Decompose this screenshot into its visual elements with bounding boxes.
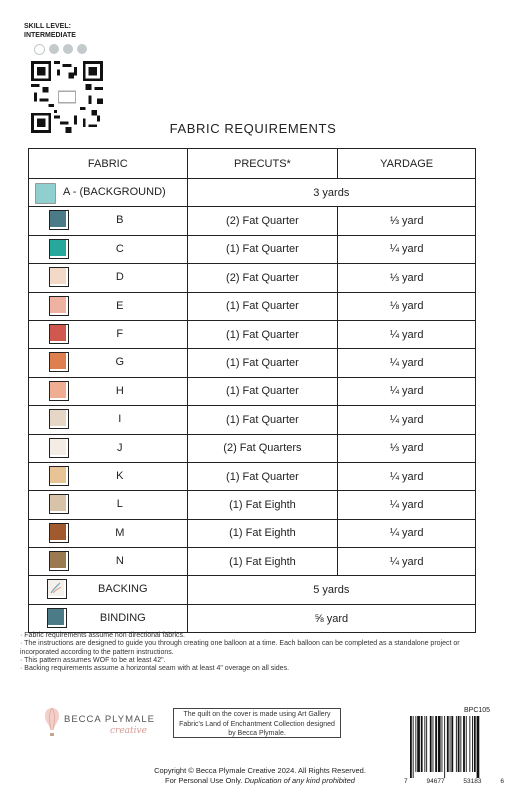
- fabric-code: L: [116, 498, 123, 511]
- skill-level-value: INTERMEDIATE: [24, 32, 76, 39]
- header-fabric: FABRIC: [29, 149, 188, 179]
- barcode-digit-left: 7: [404, 778, 408, 785]
- yardage-cell: ⅛ yard: [338, 292, 476, 320]
- fabric-cell: [29, 604, 188, 632]
- page-title: FABRIC REQUIREMENTS: [169, 121, 337, 136]
- fabric-code: F: [116, 327, 124, 340]
- yardage-cell: ¼ yard: [338, 349, 476, 377]
- table-row: [29, 434, 476, 462]
- yardage-cell: ⅓ yard: [338, 207, 476, 235]
- fabric-cell: [29, 434, 188, 462]
- yardage-cell: ¼ yard: [338, 548, 476, 576]
- table-row: [29, 349, 476, 377]
- logo-sub: creative: [110, 726, 147, 736]
- barcode-bar: [435, 716, 437, 772]
- fabric-code: E: [116, 299, 124, 312]
- fabric-cell: [29, 292, 188, 320]
- fabric-cell: [29, 519, 188, 547]
- brand-logo: [40, 706, 170, 750]
- fabric-code: D: [115, 271, 124, 284]
- copyright-line2a: For Personal Use Only.: [165, 776, 245, 785]
- note-item: · The instructions are designed to guide you through creating one balloon at a time. Each balloon can be completed as a standalone project or incorporated according to the pattern instructions.: [20, 640, 460, 656]
- note-item: · Backing requirements assume a horizontal seam with at least 4" overage on all sides.: [20, 665, 290, 673]
- barcode-bar: [472, 716, 473, 772]
- yardage-cell: ⅓ yard: [338, 264, 476, 292]
- barcode-bar: [417, 716, 420, 772]
- barcode-bar: [433, 716, 434, 772]
- table-row: [29, 264, 476, 292]
- fabric-requirements-table: [28, 148, 476, 633]
- barcode-bar: [474, 716, 476, 772]
- precut-cell: (1) Fat Eighth: [187, 548, 338, 576]
- skill-dot: [49, 44, 59, 54]
- fabric-notice: The quilt on the cover is made using Art Gallery Fabric's Land of Enchantment Collection designed by Becca Plymale.: [173, 708, 341, 738]
- barcode-bar: [424, 716, 425, 772]
- skill-level-label: SKILL LEVEL:: [24, 23, 71, 30]
- barcode-bar: [477, 716, 480, 778]
- fabric-code: J: [117, 441, 123, 454]
- copyright-line1: Copyright © Becca Plymale Creative 2024. All Rights Reserved.: [154, 766, 366, 775]
- yardage-cell: ¼ yard: [338, 462, 476, 490]
- precut-cell: (1) Fat Quarter: [187, 406, 338, 434]
- table-row: [29, 519, 476, 547]
- skill-dot: [77, 44, 87, 54]
- fabric-label: A - (BACKGROUND): [63, 186, 166, 198]
- barcode-bar: [444, 716, 445, 778]
- fabric-code: G: [115, 356, 125, 369]
- yardage-cell: ¼ yard: [338, 406, 476, 434]
- precut-cell: (1) Fat Eighth: [187, 491, 338, 519]
- fabric-cell: [29, 462, 188, 490]
- barcode-bar: [463, 716, 465, 772]
- logo-name: BECCA PLYMALE: [64, 714, 155, 725]
- table-row: [29, 292, 476, 320]
- fabric-code: M: [115, 526, 125, 539]
- precut-cell: (2) Fat Quarter: [187, 207, 338, 235]
- header-precuts: PRECUTS*: [187, 149, 338, 179]
- barcode-bar: [458, 716, 460, 772]
- fabric-cell: [29, 548, 188, 576]
- notes: [20, 632, 490, 673]
- skill-level: [24, 22, 76, 40]
- table-row: [29, 377, 476, 405]
- table-row-background: [29, 179, 476, 207]
- barcode-digit-right: 6: [500, 778, 504, 785]
- table-row-binding: [29, 604, 476, 632]
- yardage-cell: ¼ yard: [338, 491, 476, 519]
- barcode-bar: [438, 716, 441, 772]
- table-row-backing: [29, 576, 476, 604]
- fabric-code: C: [115, 242, 124, 255]
- barcode-bar: [415, 716, 416, 772]
- precut-cell: (2) Fat Quarters: [187, 434, 338, 462]
- barcode-digits-group1: 94677: [426, 778, 445, 785]
- precut-cell: (1) Fat Eighth: [187, 519, 338, 547]
- fabric-code: B: [116, 214, 124, 227]
- barcode-digits-group2: 53183: [463, 778, 482, 785]
- yardage-cell: ¼ yard: [338, 377, 476, 405]
- barcode-bar: [426, 716, 427, 772]
- barcode-bar: [450, 716, 451, 772]
- fabric-cell: [29, 320, 188, 348]
- yardage-cell: ¼ yard: [338, 235, 476, 263]
- barcode-bar: [421, 716, 423, 772]
- fabric-label: BACKING: [98, 583, 148, 596]
- table-row: [29, 548, 476, 576]
- precut-cell: (1) Fat Quarter: [187, 292, 338, 320]
- skill-dot-empty: [34, 44, 45, 55]
- fabric-cell: [29, 377, 188, 405]
- table-row: [29, 462, 476, 490]
- table-row: [29, 491, 476, 519]
- barcode-bar: [447, 716, 449, 772]
- note-item: · This pattern assumes WOF to be at least 42".: [20, 656, 166, 664]
- table-row: [29, 406, 476, 434]
- fabric-cell: [29, 207, 188, 235]
- fabric-code: H: [115, 384, 124, 397]
- precut-cell: (1) Fat Quarter: [187, 320, 338, 348]
- header-yardage: YARDAGE: [338, 149, 476, 179]
- fabric-label: BINDING: [99, 611, 146, 624]
- table-row: [29, 207, 476, 235]
- balloon-icon: [40, 706, 64, 742]
- yardage-cell: 3 yards: [187, 179, 475, 207]
- precut-cell: (2) Fat Quarter: [187, 264, 338, 292]
- barcode-bar: [430, 716, 432, 772]
- barcode-bar: [442, 716, 443, 772]
- yardage-cell: ¼ yard: [338, 519, 476, 547]
- barcode-bar: [469, 716, 470, 772]
- sku-code: BPC105: [464, 707, 491, 714]
- table-header-row: [29, 149, 476, 179]
- precut-cell: (1) Fat Quarter: [187, 235, 338, 263]
- copyright: [100, 766, 420, 786]
- fabric-code: I: [118, 413, 122, 426]
- table-row: [29, 235, 476, 263]
- table-row: [29, 320, 476, 348]
- fabric-cell: [29, 406, 188, 434]
- barcode-bar: [451, 716, 453, 772]
- fabric-code: K: [116, 469, 124, 482]
- yardage-cell: ⅓ yard: [338, 434, 476, 462]
- skill-dot: [63, 44, 73, 54]
- fabric-cell: [29, 179, 188, 207]
- fabric-cell: [29, 349, 188, 377]
- fabric-cell: [29, 491, 188, 519]
- barcode-bar: [460, 716, 461, 772]
- fabric-cell: [29, 264, 188, 292]
- barcode-bar: [456, 716, 457, 772]
- barcode-bar: [466, 716, 467, 772]
- yardage-cell: 5 yards: [187, 576, 475, 604]
- yardage-cell: ⅝ yard: [187, 604, 475, 632]
- precut-cell: (1) Fat Quarter: [187, 462, 338, 490]
- copyright-line2: [100, 776, 420, 786]
- copyright-line2b: Duplication of any kind prohibited: [244, 776, 355, 785]
- fabric-code: N: [115, 555, 124, 568]
- fabric-cell: [29, 235, 188, 263]
- precut-cell: (1) Fat Quarter: [187, 349, 338, 377]
- skill-level-dots: [34, 44, 87, 55]
- precut-cell: (1) Fat Quarter: [187, 377, 338, 405]
- fabric-cell: [29, 576, 188, 604]
- yardage-cell: ¼ yard: [338, 320, 476, 348]
- note-item: · Fabric requirements assume non directional fabrics.: [20, 632, 185, 639]
